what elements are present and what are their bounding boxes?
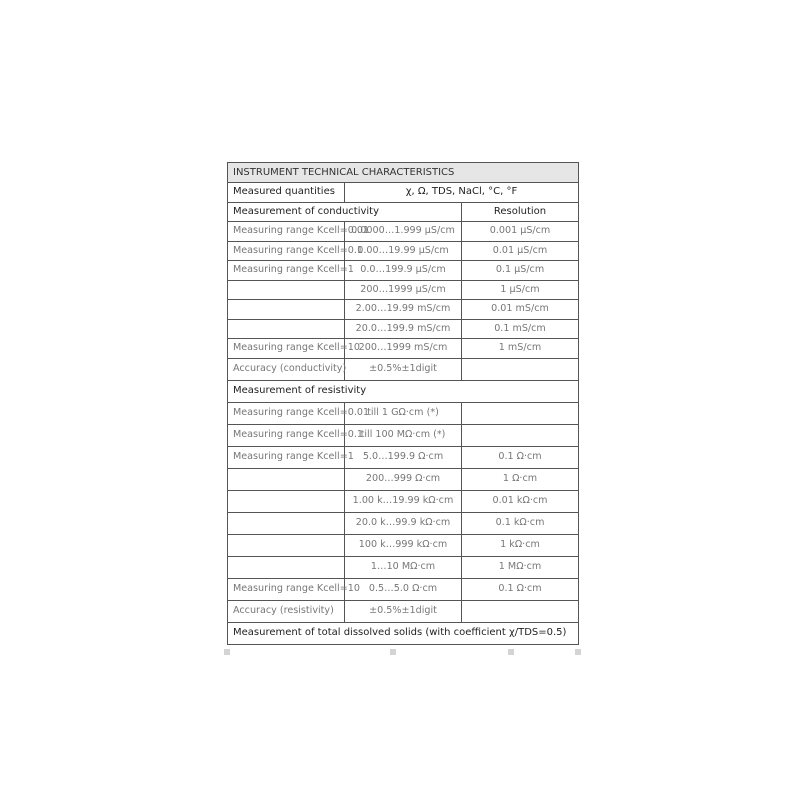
row-label: Accuracy (resistivity)	[228, 600, 345, 622]
row-range: till 100 MΩ·cm (*)	[345, 424, 462, 446]
measured-quantities-value: χ, Ω, TDS, NaCl, °C, °F	[345, 183, 579, 203]
cropped-row-remnant	[227, 649, 579, 655]
row-label	[228, 512, 345, 534]
table-row	[228, 534, 579, 556]
row-label: Measuring range Kcell=0.01	[228, 222, 345, 242]
row-label: Measuring range Kcell=10	[228, 339, 345, 359]
row-label	[228, 280, 345, 300]
row-label: Measuring range Kcell=1	[228, 261, 345, 281]
row-resolution: 0.1 kΩ·cm	[462, 512, 579, 534]
table-row	[228, 222, 579, 242]
table-row	[228, 402, 579, 424]
row-resolution: 0.01 µS/cm	[462, 241, 579, 261]
row-resolution: 0.1 µS/cm	[462, 261, 579, 281]
row-label: Measuring range Kcell=1	[228, 446, 345, 468]
border-stub	[575, 649, 581, 655]
row-range: 5.0…199.9 Ω·cm	[345, 446, 462, 468]
spec-sheet	[227, 162, 579, 645]
row-label	[228, 468, 345, 490]
row-range: 0.00…19.99 µS/cm	[345, 241, 462, 261]
row-resolution	[462, 600, 579, 622]
row-resolution: 0.01 kΩ·cm	[462, 490, 579, 512]
border-stub	[390, 649, 396, 655]
row-resolution: 0.01 mS/cm	[462, 300, 579, 320]
row-range: 200…999 Ω·cm	[345, 468, 462, 490]
row-label	[228, 319, 345, 339]
table-row	[228, 300, 579, 320]
resolution-header: Resolution	[462, 202, 579, 222]
row-label	[228, 556, 345, 578]
row-label	[228, 534, 345, 556]
row-resolution: 0.1 mS/cm	[462, 319, 579, 339]
row-range: 0.5…5.0 Ω·cm	[345, 578, 462, 600]
measured-quantities-label: Measured quantities	[228, 183, 345, 203]
row-range: 20.0…199.9 mS/cm	[345, 319, 462, 339]
table-title-row	[228, 163, 579, 183]
row-range: 200…1999 µS/cm	[345, 280, 462, 300]
row-resolution: 0.001 µS/cm	[462, 222, 579, 242]
table-row	[228, 241, 579, 261]
tds-section-row	[228, 622, 579, 644]
table-row	[228, 468, 579, 490]
table-row	[228, 446, 579, 468]
row-label: Measuring range Kcell=0.1	[228, 241, 345, 261]
table-row	[228, 424, 579, 446]
border-stub	[508, 649, 514, 655]
table-row	[228, 556, 579, 578]
row-label: Measuring range Kcell=0.1	[228, 424, 345, 446]
row-resolution: 1 MΩ·cm	[462, 556, 579, 578]
row-label	[228, 490, 345, 512]
table-title: INSTRUMENT TECHNICAL CHARACTERISTICS	[228, 163, 579, 183]
border-stub	[224, 649, 230, 655]
row-resolution	[462, 424, 579, 446]
row-range: 1…10 MΩ·cm	[345, 556, 462, 578]
row-resolution: 1 kΩ·cm	[462, 534, 579, 556]
table-row	[228, 280, 579, 300]
row-resolution: 0.1 Ω·cm	[462, 578, 579, 600]
tds-section-title: Measurement of total dissolved solids (with coefficient χ/TDS=0.5)	[228, 622, 579, 644]
table-row	[228, 600, 579, 622]
row-range: 1.00 k…19.99 kΩ·cm	[345, 490, 462, 512]
row-range: 20.0 k…99.9 kΩ·cm	[345, 512, 462, 534]
row-resolution: 1 Ω·cm	[462, 468, 579, 490]
table-row	[228, 261, 579, 281]
technical-characteristics-table	[227, 162, 579, 645]
row-range: 100 k…999 kΩ·cm	[345, 534, 462, 556]
row-resolution	[462, 358, 579, 380]
table-row	[228, 512, 579, 534]
row-resolution: 1 µS/cm	[462, 280, 579, 300]
table-row	[228, 578, 579, 600]
measured-quantities-row	[228, 183, 579, 203]
row-label: Measuring range Kcell=10	[228, 578, 345, 600]
table-row	[228, 339, 579, 359]
row-label	[228, 300, 345, 320]
row-range: ±0.5%±1digit	[345, 358, 462, 380]
table-row	[228, 358, 579, 380]
resistivity-section-title: Measurement of resistivity	[228, 380, 579, 402]
row-resolution: 1 mS/cm	[462, 339, 579, 359]
row-range: 2.00…19.99 mS/cm	[345, 300, 462, 320]
row-range: ±0.5%±1digit	[345, 600, 462, 622]
row-label: Accuracy (conductivity)	[228, 358, 345, 380]
conductivity-section-row	[228, 202, 579, 222]
row-resolution: 0.1 Ω·cm	[462, 446, 579, 468]
row-resolution	[462, 402, 579, 424]
row-label: Measuring range Kcell=0.01	[228, 402, 345, 424]
resistivity-section-row	[228, 380, 579, 402]
row-range: 200…1999 mS/cm	[345, 339, 462, 359]
row-range: 0.0…199.9 µS/cm	[345, 261, 462, 281]
table-row	[228, 319, 579, 339]
conductivity-section-title: Measurement of conductivity	[228, 202, 462, 222]
row-range: till 1 GΩ·cm (*)	[345, 402, 462, 424]
table-row	[228, 490, 579, 512]
row-range: 0.0000…1.999 µS/cm	[345, 222, 462, 242]
